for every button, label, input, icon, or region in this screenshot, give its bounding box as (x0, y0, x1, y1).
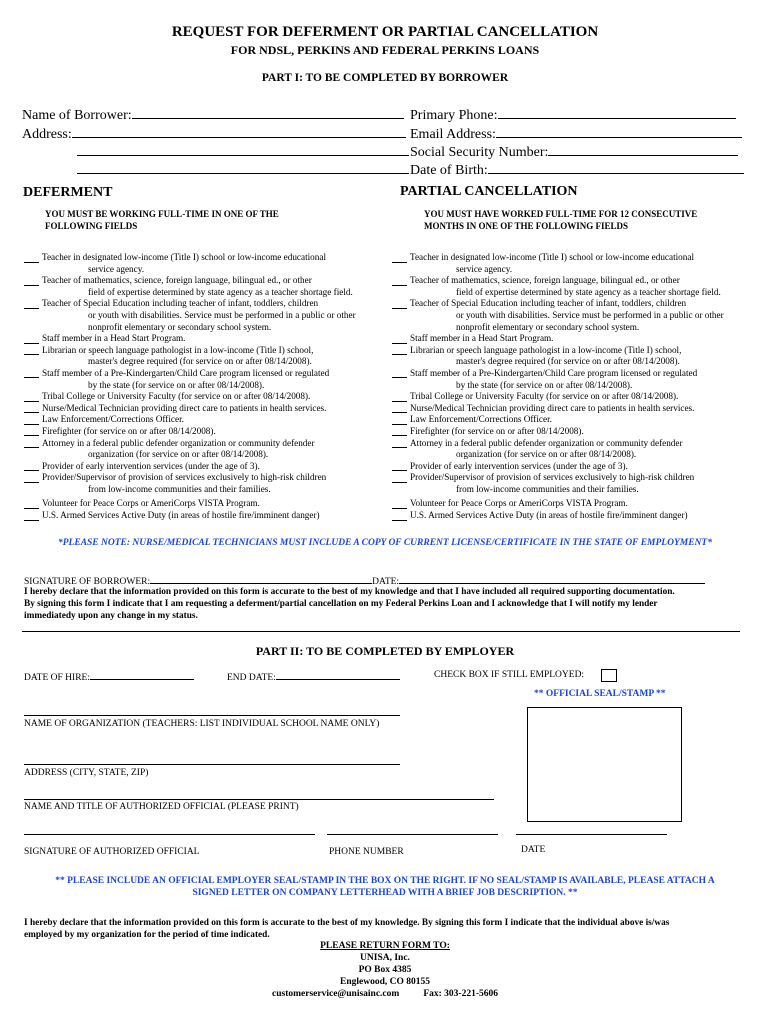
checkbox-blank-line[interactable] (24, 461, 39, 472)
phone-label: Primary Phone: (410, 108, 498, 123)
checklist-item-text: Attorney in a federal public defender organization or community defender (42, 437, 315, 448)
still-employed-checkbox[interactable] (601, 669, 617, 682)
checkbox-blank-line[interactable] (392, 275, 407, 286)
checklist-item-text: Librarian or speech language pathologist in a low-income (Title I) school, (410, 344, 682, 355)
checklist-item-text: Teacher of Special Education including teacher of infant, toddlers, children (42, 298, 319, 309)
checklist-item-text: Firefighter (for service on or after 08/14/2008). (410, 425, 584, 436)
checklist-item-text: Teacher of Special Education including teacher of infant, toddlers, children (410, 298, 687, 309)
checklist-item-text: service agency. (456, 263, 513, 274)
checklist-item-text: Staff member in a Head Start Program. (42, 333, 186, 344)
checklist-item[interactable] (392, 472, 762, 495)
checklist-item[interactable] (392, 426, 762, 438)
checklist-item-text: Nurse/Medical Technician providing direct care to patients in health services. (410, 402, 695, 413)
checkbox-blank-line[interactable] (24, 391, 39, 402)
address-employer-label: ADDRESS (CITY, STATE, ZIP) (24, 768, 149, 778)
checkbox-blank-line[interactable] (392, 414, 407, 425)
borrower-date-label: DATE: (372, 577, 400, 587)
date-of-hire-label: DATE OF HIRE: (24, 673, 90, 683)
checklist-item[interactable] (24, 438, 394, 461)
address-line-1[interactable] (72, 124, 406, 138)
declaration-line: I hereby declare that the information provided on this form is accurate to the best of my knowledge. By signing this form I indicate that the individual above is/was (24, 918, 670, 928)
checkbox-blank-line[interactable] (392, 438, 407, 449)
checkbox-blank-line[interactable] (24, 414, 39, 425)
email-label: Email Address: (410, 127, 496, 142)
deferment-subheading (45, 208, 279, 232)
checkbox-blank-line[interactable] (24, 252, 39, 263)
checklist-item[interactable] (24, 414, 394, 426)
checklist-item-text: Teacher of mathematics, science, foreign language, bilingual ed., or other (42, 275, 312, 286)
checklist-item-text: Provider/Supervisor of provision of services exclusively to high-risk children (410, 472, 695, 483)
official-signature-label: SIGNATURE OF AUTHORIZED OFFICIAL (24, 847, 200, 857)
checklist-item[interactable] (24, 252, 394, 275)
deferment-heading: DEFERMENT (23, 185, 113, 200)
checklist-item-text: Staff member of a Pre-Kindergarten/Child Care program licensed or regulated (42, 367, 330, 378)
seal-note-line: SIGNED LETTER ON COMPANY LETTERHEAD WITH A BRIEF JOB DESCRIPTION. ** (192, 888, 578, 898)
checklist-item-text: master's degree required (for service on or after 08/14/2008). (456, 356, 680, 367)
checklist-item-text: U.S. Armed Services Active Duty (in areas of hostile fire/imminent danger) (410, 510, 688, 521)
checklist-item[interactable] (392, 438, 762, 461)
checklist-item[interactable] (24, 345, 394, 368)
borrower-signature-line[interactable] (150, 573, 372, 584)
declaration-line: By signing this form I indicate that I am requesting a deferment/partial cancellation on my Federal Perkins Loan and I acknowledge that I will notify my lender (24, 599, 658, 609)
checklist-item-text: organization (for service on or after 08/14/2008). (456, 449, 637, 460)
checkbox-blank-line[interactable] (24, 333, 39, 344)
checkbox-blank-line[interactable] (24, 368, 39, 379)
email-line[interactable] (496, 124, 742, 138)
checklist-item[interactable] (392, 333, 762, 345)
borrower-date-line[interactable] (399, 573, 705, 584)
cancellation-subheading-line: YOU MUST HAVE WORKED FULL-TIME FOR 12 CONSECUTIVE (424, 209, 698, 219)
checklist-item-text: field of expertise determined by state agency as a teacher shortage field. (88, 286, 353, 297)
checklist-item-text: Staff member of a Pre-Kindergarten/Child Care program licensed or regulated (410, 367, 698, 378)
return-company: UNISA, Inc. (360, 953, 410, 963)
checklist-item-text: Teacher of mathematics, science, foreign language, bilingual ed., or other (410, 275, 680, 286)
checklist-item-text: from low-income communities and their families. (456, 483, 639, 494)
checklist-item-text: service agency. (88, 263, 145, 274)
checkbox-blank-line[interactable] (392, 333, 407, 344)
org-name-line[interactable] (24, 715, 400, 716)
checklist-item-text: Law Enforcement/Corrections Officer. (410, 414, 552, 425)
checklist-item-text: or youth with disabilities. Service must be performed in a public or other (88, 309, 356, 320)
checklist-item[interactable] (24, 461, 394, 473)
official-name-line[interactable] (24, 799, 494, 800)
checklist-item[interactable] (24, 426, 394, 438)
borrower-signature-field[interactable] (24, 573, 705, 587)
return-po-box: PO Box 4385 (358, 965, 412, 975)
checkbox-blank-line[interactable] (24, 345, 39, 356)
borrower-name-field[interactable] (22, 105, 404, 124)
checkbox-blank-line[interactable] (24, 403, 39, 414)
checklist-item[interactable] (24, 275, 394, 298)
declaration-line: immediatedy upon any change in my status. (24, 611, 198, 621)
checklist-item[interactable] (392, 498, 762, 510)
declaration-line: I hereby declare that the information provided on this form is accurate to the best of my knowledge and that I have included all required supporting documentation. (24, 587, 675, 597)
checklist-item-text: Attorney in a federal public defender organization or community defender (410, 437, 683, 448)
checklist-item[interactable] (24, 391, 394, 403)
address-line-2[interactable] (77, 155, 409, 156)
checkbox-blank-line[interactable] (24, 498, 39, 509)
checklist-item[interactable] (24, 498, 394, 510)
return-heading: PLEASE RETURN FORM TO: (320, 941, 450, 951)
cancellation-subheading-line: MONTHS IN ONE OF THE FOLLOWING FIELDS (424, 221, 629, 231)
checkbox-blank-line[interactable] (392, 461, 407, 472)
cancellation-heading: PARTIAL CANCELLATION (400, 184, 578, 199)
official-signature-line[interactable] (24, 834, 315, 835)
checklist-item[interactable] (392, 345, 762, 368)
date-of-hire-line[interactable] (90, 669, 194, 680)
checkbox-blank-line[interactable] (24, 510, 39, 521)
checklist-item-text: Nurse/Medical Technician providing direct care to patients in health services. (42, 402, 327, 413)
phone-field[interactable] (410, 105, 736, 124)
employer-date-label: DATE (521, 845, 546, 855)
nurse-note: *PLEASE NOTE: NURSE/MEDICAL TECHNICIANS MUST INCLUDE A COPY OF CURRENT LICENSE/CERTIFICATE IN THE STATE OF EMPLOYMENT* (0, 538, 770, 548)
address-line-3[interactable] (77, 173, 409, 174)
org-name-label: NAME OF ORGANIZATION (TEACHERS: LIST INDIVIDUAL SCHOOL NAME ONLY) (24, 719, 380, 729)
phone-line[interactable] (498, 105, 736, 119)
ssn-label: Social Security Number: (410, 145, 549, 160)
end-date-line[interactable] (276, 669, 400, 680)
checklist-item-text: Provider of early intervention services (under the age of 3). (410, 460, 628, 471)
checklist-item[interactable] (24, 403, 394, 415)
dob-line[interactable] (488, 160, 744, 174)
checkbox-blank-line[interactable] (392, 498, 407, 509)
checklist-item-text: Tribal College or University Faculty (for service on or after 08/14/2008). (410, 391, 679, 402)
deferment-list (24, 252, 394, 522)
end-date-label: END DATE: (227, 673, 276, 683)
checklist-item[interactable] (24, 368, 394, 391)
checklist-item-text: Librarian or speech language pathologist in a low-income (Title I) school, (42, 344, 314, 355)
checklist-item-text: Volunteer for Peace Corps or AmeriCorps VISTA Program. (42, 498, 260, 509)
checklist-item-text: nonprofit elementary or secondary school system. (88, 321, 272, 332)
checklist-item-text: by the state (for service on or after 08/14/2008). (456, 379, 633, 390)
declaration-line: employed by my organization for the period of time indicated. (24, 930, 270, 940)
dob-label: Date of Birth: (410, 163, 488, 178)
checklist-item[interactable] (24, 472, 394, 495)
address-field[interactable] (22, 124, 406, 143)
checklist-item[interactable] (392, 275, 762, 298)
seal-stamp-box[interactable] (527, 707, 682, 822)
ssn-line[interactable] (548, 142, 738, 156)
seal-note-line: ** PLEASE INCLUDE AN OFFICIAL EMPLOYER SEAL/STAMP IN THE BOX ON THE RIGHT. IF NO SEAL/STAMP IS AVAILABLE, PLEASE ATTACH A (55, 876, 715, 886)
checkbox-blank-line[interactable] (24, 426, 39, 437)
checkbox-blank-line[interactable] (392, 252, 407, 263)
phone-number-line[interactable] (327, 834, 498, 835)
employer-declaration (24, 917, 754, 941)
checkbox-blank-line[interactable] (392, 510, 407, 521)
checklist-item[interactable] (24, 333, 394, 345)
dob-field[interactable] (410, 160, 744, 179)
checklist-item-text: Teacher in designated low-income (Title I) school or low-income educational (410, 252, 694, 262)
checklist-item-text: or youth with disabilities. Service must be performed in a public or other (456, 309, 724, 320)
checklist-item-text: Law Enforcement/Corrections Officer. (42, 414, 184, 425)
checklist-item[interactable] (392, 368, 762, 391)
section-divider (22, 631, 740, 632)
employer-date-line[interactable] (516, 834, 667, 835)
borrower-declaration (24, 586, 754, 622)
checklist-item-text: nonprofit elementary or secondary school system. (456, 321, 640, 332)
form-subtitle: FOR NDSL, PERKINS AND FEDERAL PERKINS LOANS (230, 43, 540, 57)
checklist-item-text: from low-income communities and their families. (88, 483, 271, 494)
end-date-field[interactable] (227, 669, 400, 683)
seal-instruction-note (0, 875, 770, 899)
checkbox-blank-line[interactable] (24, 472, 39, 483)
checklist-item[interactable] (392, 461, 762, 473)
return-city: Englewood, CO 80155 (340, 977, 430, 987)
checklist-item-text: Provider of early intervention services (under the age of 3). (42, 460, 260, 471)
part2-heading: PART II: TO BE COMPLETED BY EMPLOYER (255, 644, 515, 658)
return-email[interactable]: customerservice@unisainc.com (272, 989, 400, 999)
borrower-name-line[interactable] (132, 105, 404, 119)
checkbox-blank-line[interactable] (392, 298, 407, 309)
checklist-item[interactable] (24, 510, 394, 522)
date-of-hire-field[interactable] (24, 669, 194, 683)
checklist-item-text: Teacher in designated low-income (Title I) school or low-income educational (42, 252, 326, 262)
checklist-item-text: field of expertise determined by state agency as a teacher shortage field. (456, 286, 721, 297)
return-fax: Fax: 303-221-5606 (423, 989, 498, 999)
checklist-item[interactable] (392, 414, 762, 426)
checklist-item[interactable] (392, 510, 762, 522)
still-employed-label: CHECK BOX IF STILL EMPLOYED: (434, 670, 585, 680)
deferment-subheading-line: YOU MUST BE WORKING FULL-TIME IN ONE OF THE (45, 209, 279, 219)
address-employer-line[interactable] (24, 764, 400, 765)
checklist-item[interactable] (392, 391, 762, 403)
checklist-item-text: Tribal College or University Faculty (for service on or after 08/14/2008). (42, 391, 311, 402)
checklist-item-text: Provider/Supervisor of provision of services exclusively to high-risk children (42, 472, 327, 483)
checkbox-blank-line[interactable] (392, 426, 407, 437)
checklist-item[interactable] (24, 298, 394, 333)
cancellation-subheading (424, 208, 697, 232)
checklist-item-text: Staff member in a Head Start Program. (410, 333, 554, 344)
checkbox-blank-line[interactable] (392, 391, 407, 402)
address-label: Address: (22, 127, 72, 142)
return-address-block (0, 940, 770, 1000)
email-field[interactable] (410, 124, 742, 143)
cancellation-list (392, 252, 762, 522)
deferment-subheading-line: FOLLOWING FIELDS (45, 221, 138, 231)
checklist-item-text: Volunteer for Peace Corps or AmeriCorps VISTA Program. (410, 498, 628, 509)
checklist-item[interactable] (392, 252, 762, 275)
seal-label: ** OFFICIAL SEAL/STAMP ** (534, 689, 666, 699)
ssn-field[interactable] (410, 142, 738, 161)
checklist-item-text: master's degree required (for service on or after 08/14/2008). (88, 356, 312, 367)
official-name-label: NAME AND TITLE OF AUTHORIZED OFFICIAL (PLEASE PRINT) (24, 802, 299, 812)
checkbox-blank-line[interactable] (392, 345, 407, 356)
checklist-item-text: by the state (for service on or after 08/14/2008). (88, 379, 265, 390)
part1-heading: PART I: TO BE COMPLETED BY BORROWER (261, 72, 509, 84)
borrower-signature-label: SIGNATURE OF BORROWER: (24, 577, 151, 587)
checklist-item[interactable] (392, 403, 762, 415)
checkbox-blank-line[interactable] (392, 368, 407, 379)
checklist-item[interactable] (392, 298, 762, 333)
checkbox-blank-line[interactable] (24, 438, 39, 449)
checkbox-blank-line[interactable] (392, 472, 407, 483)
phone-number-label: PHONE NUMBER (329, 847, 404, 857)
checkbox-blank-line[interactable] (392, 403, 407, 414)
checklist-item-text: organization (for service on or after 08/14/2008). (88, 449, 269, 460)
checklist-item-text: U.S. Armed Services Active Duty (in areas of hostile fire/imminent danger) (42, 510, 320, 521)
checkbox-blank-line[interactable] (24, 275, 39, 286)
checklist-item-text: Firefighter (for service on or after 08/14/2008). (42, 425, 216, 436)
borrower-name-label: Name of Borrower: (22, 108, 132, 123)
checkbox-blank-line[interactable] (24, 298, 39, 309)
form-title: REQUEST FOR DEFERMENT OR PARTIAL CANCELLATION (171, 24, 599, 40)
